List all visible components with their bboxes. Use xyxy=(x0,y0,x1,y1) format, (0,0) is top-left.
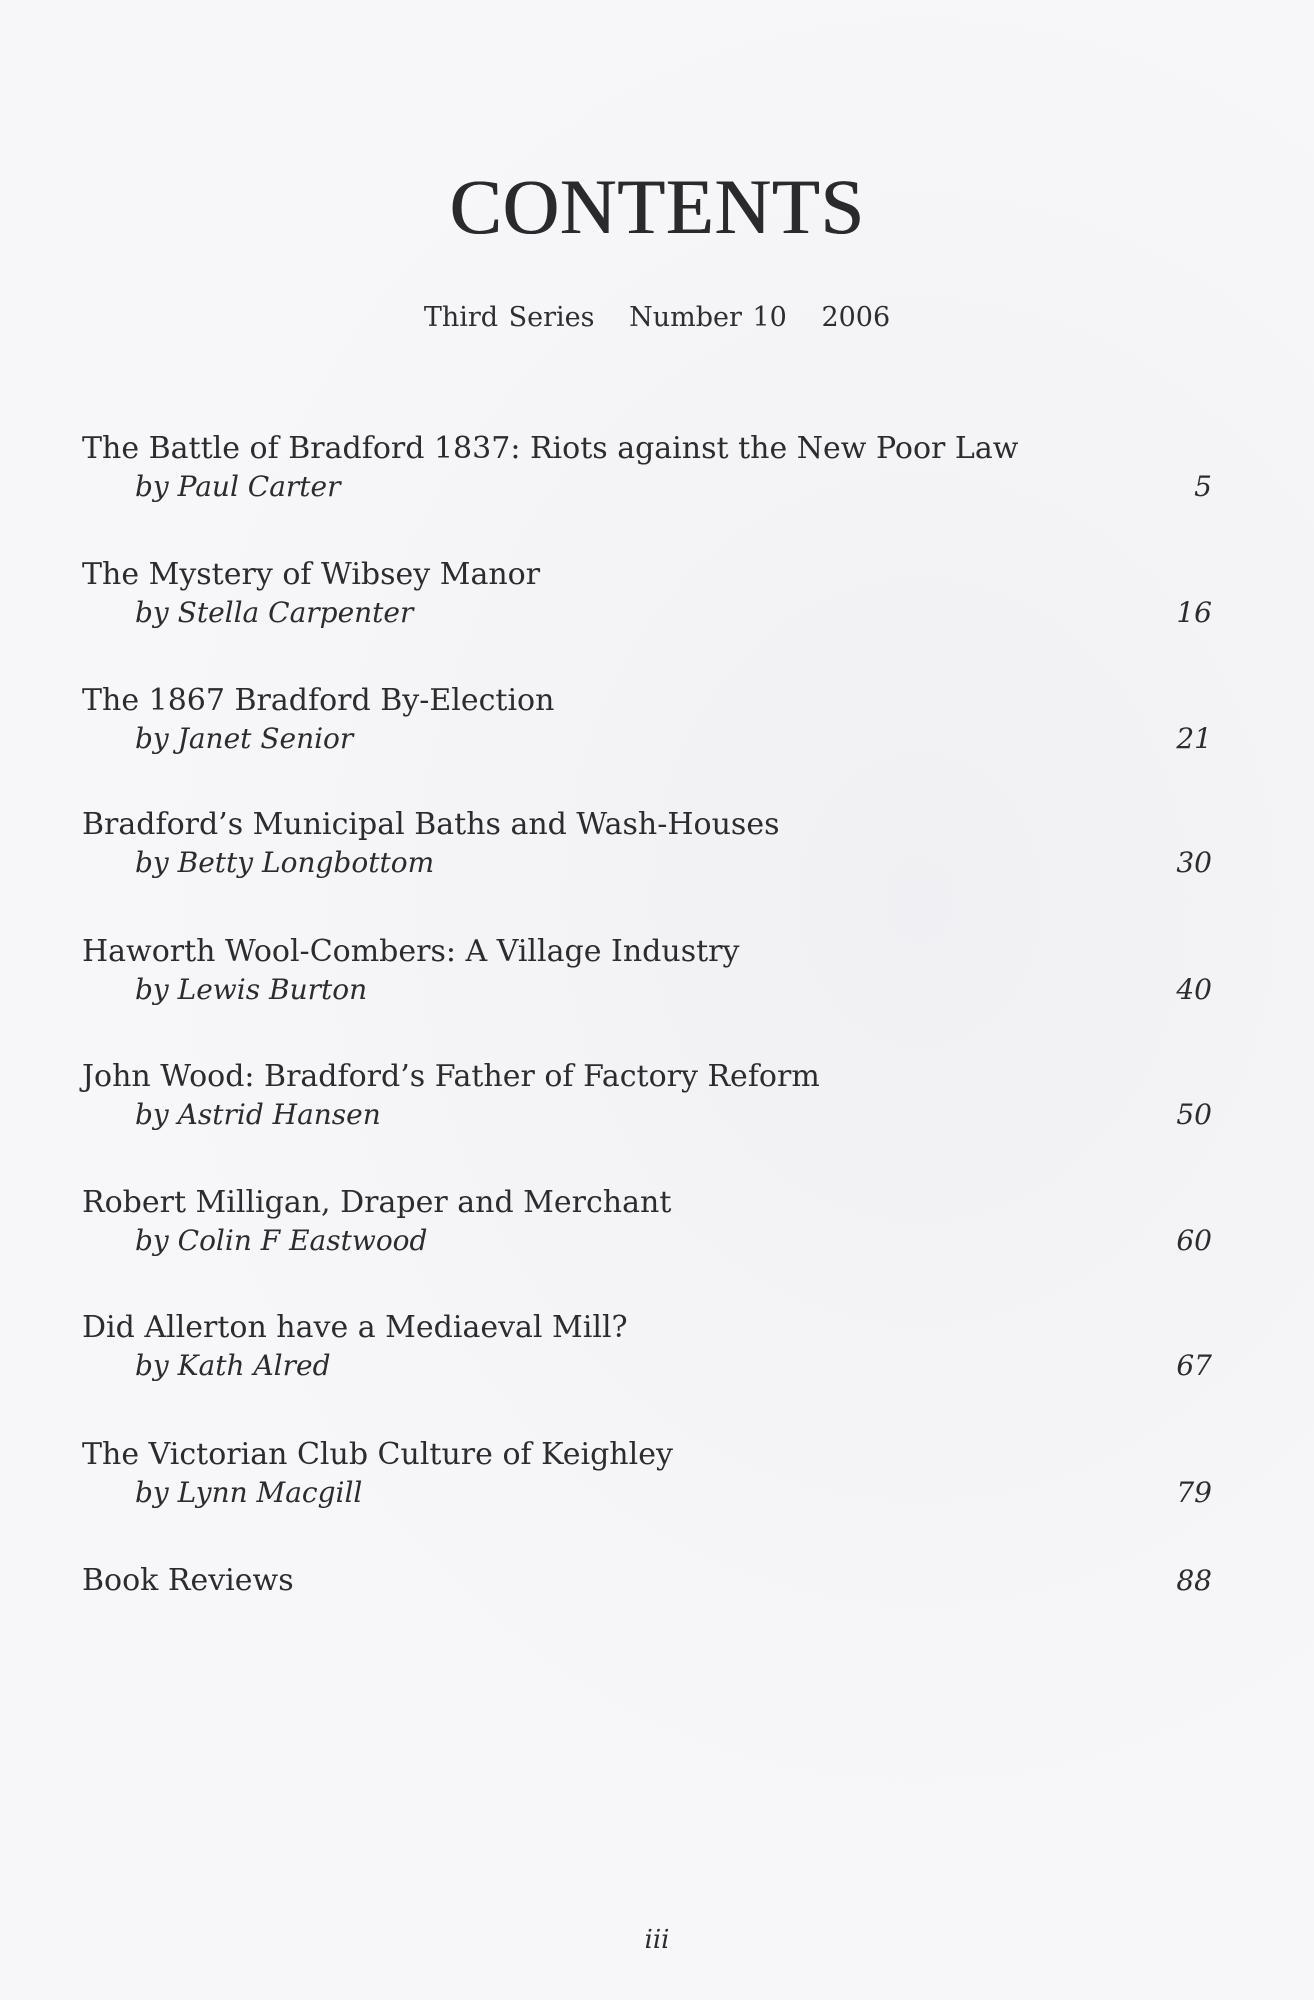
entry-title: The 1867 Bradford By-Election xyxy=(82,683,555,718)
toc-entry[interactable] xyxy=(82,1184,1212,1260)
entry-page-number: 79 xyxy=(1176,1476,1212,1509)
toc-entry[interactable] xyxy=(82,933,1212,1009)
entry-title: The Battle of Bradford 1837: Riots against the New Poor Law xyxy=(82,431,1019,466)
entry-author: by Astrid Hansen xyxy=(135,1098,381,1131)
entry-page-number: 50 xyxy=(1176,1098,1212,1131)
issue-year: 2006 xyxy=(821,302,891,333)
toc-entry[interactable] xyxy=(82,1058,1212,1134)
toc-entry[interactable] xyxy=(82,430,1212,506)
entry-page-number: 88 xyxy=(1176,1564,1212,1597)
entry-title: Book Reviews xyxy=(82,1563,294,1598)
issue-number: Number 10 xyxy=(629,302,787,333)
entry-title: John Wood: Bradford’s Father of Factory Reform xyxy=(82,1059,820,1094)
page-title: CONTENTS xyxy=(449,163,865,250)
toc-entry[interactable] xyxy=(82,806,1212,882)
entry-author: by Paul Carter xyxy=(135,470,341,503)
toc-entry[interactable] xyxy=(82,682,1212,758)
page-folio: iii xyxy=(644,1925,670,1955)
toc-entry[interactable] xyxy=(82,1436,1212,1512)
series-label: Third Series xyxy=(423,302,595,333)
entry-title: Robert Milligan, Draper and Merchant xyxy=(82,1185,672,1220)
entry-author: by Stella Carpenter xyxy=(135,596,414,629)
entry-title: The Victorian Club Culture of Keighley xyxy=(82,1437,673,1472)
toc-entry[interactable] xyxy=(82,556,1212,632)
entry-page-number: 21 xyxy=(1176,722,1212,755)
entry-author: by Lewis Burton xyxy=(135,973,368,1006)
entry-author: by Janet Senior xyxy=(135,722,354,755)
issue-info xyxy=(0,302,1314,333)
entry-page-number: 60 xyxy=(1176,1224,1212,1257)
entry-page-number: 67 xyxy=(1176,1349,1212,1382)
entry-title: Haworth Wool-Combers: A Village Industry xyxy=(82,934,740,969)
entry-page-number: 40 xyxy=(1176,973,1212,1006)
entry-author: by Lynn Macgill xyxy=(135,1476,363,1509)
entry-page-number: 5 xyxy=(1194,470,1212,503)
toc-entry[interactable] xyxy=(82,1309,1212,1385)
entry-title: Did Allerton have a Mediaeval Mill? xyxy=(82,1310,628,1345)
entry-author: by Kath Alred xyxy=(135,1349,331,1382)
entry-title: The Mystery of Wibsey Manor xyxy=(82,557,541,592)
entry-author: by Colin F Eastwood xyxy=(135,1224,428,1257)
toc-entry-book-reviews[interactable] xyxy=(82,1562,1212,1600)
entry-title: Bradford’s Municipal Baths and Wash-Houses xyxy=(82,807,780,842)
entry-author: by Betty Longbottom xyxy=(135,846,435,879)
entry-page-number: 16 xyxy=(1176,596,1212,629)
entry-page-number: 30 xyxy=(1176,846,1212,879)
